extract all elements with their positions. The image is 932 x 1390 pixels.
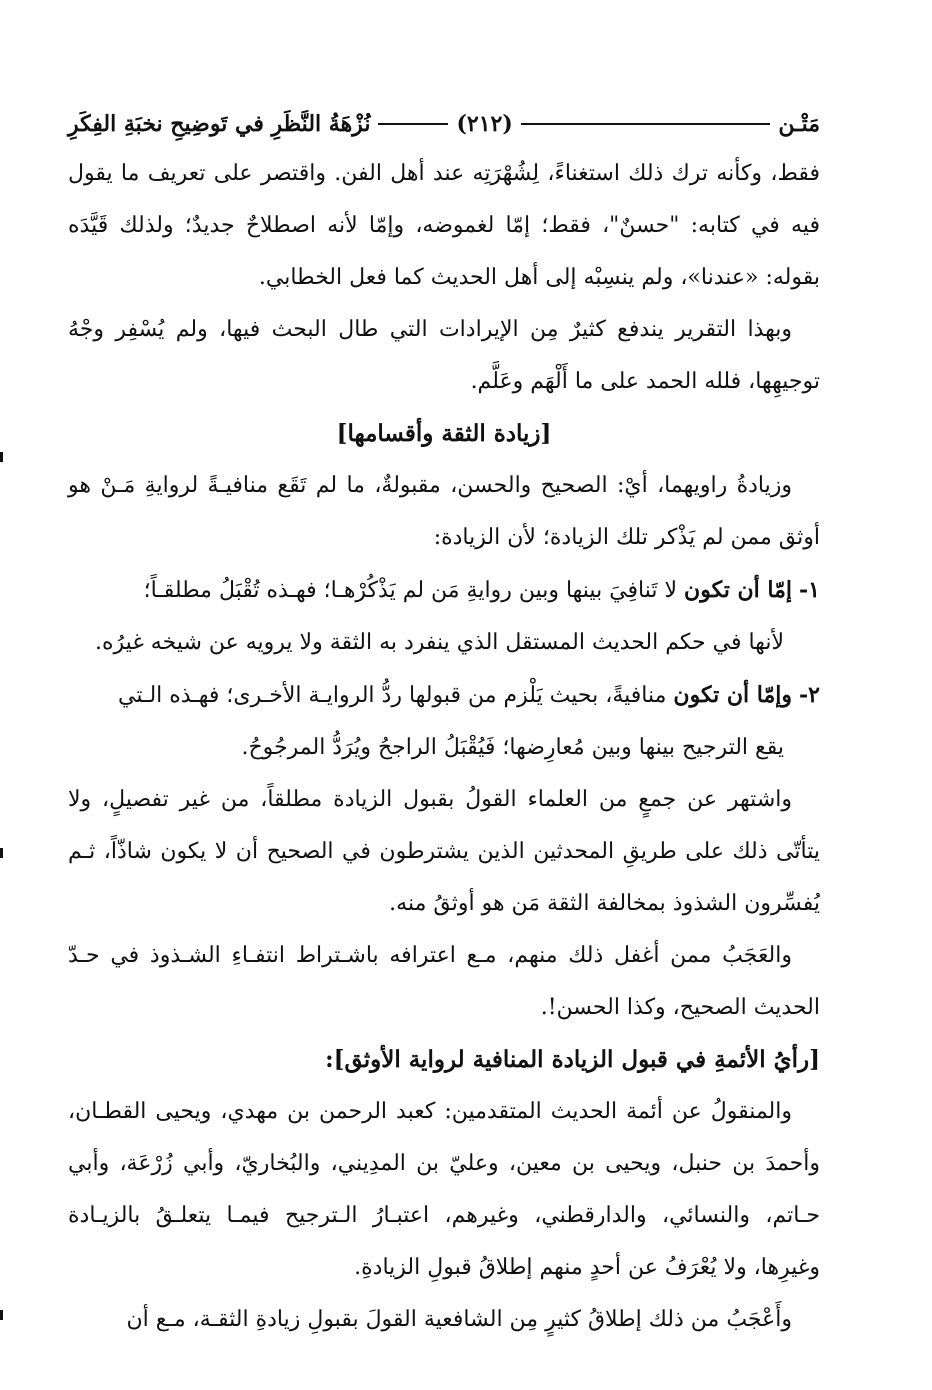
page-header: [68, 100, 820, 148]
item-1-text: لا تَنافِيَ بينها وبين روايةِ مَن لم يَذْكُرْهـا؛ فهـذه تُقْبَلُ مطلقـاً؛: [143, 578, 678, 603]
paragraph-5: والعَجَبُ ممن أغفل ذلك منهم، مـع اعترافه باشـتراط انتفـاءِ الشـذوذ في حـدّ الحديث الصحيح، وكذا الحسن!.: [68, 943, 820, 1020]
margin-mark-top: [0, 452, 3, 462]
item-1-continuation: لأنها في حكم الحديث المستقل الذي ينفرد به الثقة ولا يرويه عن شيخه غيرُه.: [95, 630, 784, 655]
item-1-lead: إمّا أن تكون: [684, 577, 793, 603]
margin-mark-bottom: [0, 1310, 3, 1320]
header-rule-left: [378, 123, 448, 125]
item-2-number: ٢-: [799, 682, 820, 708]
paragraph-1: فقط، وكأنه ترك ذلك استغناءً، لِشُهْرَتِه عند أهل الفن. واقتصر على تعريف ما يقول فيه في كتابه: "حسنٌ"، فقط؛ إمّا لغموضه، وإمّا لأنه اصطلاحٌ جديدٌ؛ ولذلك قَيَّدَه بقوله: «عندنا»، ولم ينسِبْه إلى أهل الحديث كما فعل الخطابي.: [68, 161, 820, 290]
list-item-2: [68, 669, 820, 774]
paragraph-6: والمنقولُ عن أئمة الحديث المتقدمين: كعبد الرحمن بن مهدي، ويحيى القطـان، وأحمدَ بن حنبل، ويحيى بن معين، وعليّ بن المدِيني، والبُخاريّ، وأبي زُرْعَة، وأبي حـاتم، والنسائي، والدارقطني، وغيرهم، اعتبـارُ الـترجيح فيمـا يتعلـقُ بالزيـادة وغيرِها، ولا يُعْرَفُ عن أحدٍ منهم إطلاقُ قبولِ الزيادةِ.: [68, 1099, 820, 1280]
header-section-label: مَتْـن: [778, 111, 820, 137]
header-rule-right: [521, 123, 771, 125]
section-heading-imams: [رأيُ الأئمةِ في قبول الزيادة المنافية لرواية الأوثق]:: [325, 1046, 820, 1073]
paragraph-2: وبهذا التقرير يندفع كثيرٌ مِن الإيرادات التي طال البحث فيها، ولم يُسْفِر وجْهُ توجيهِها، فلله الحمد على ما أَلْهَم وعَلَّم.: [68, 317, 820, 394]
paragraph-3: وزيادةُ راويهما، أيْ: الصحيح والحسن، مقبولةٌ، ما لم تَقَع منافيـةً لروايةِ مَـنْ هو أوثق ممن لم يَذْكر تلك الزيادة؛ لأن الزيادة:: [68, 473, 820, 550]
book-page: [68, 100, 820, 1346]
item-2-continuation: يقع الترجيح بينها وبين مُعارِضها؛ فَيُقْبَلُ الراجحُ ويُرَدُّ المرجُوحُ.: [241, 735, 784, 760]
book-title: نُزْهَةُ النَّظَرِ في تَوضِيحِ نخبَةِ الفِكَرِ: [68, 111, 371, 137]
section-heading-additions: [زيادة الثقة وأقسامها]: [336, 420, 552, 447]
page-number: (٢١٢): [456, 111, 513, 137]
margin-mark-middle: [0, 848, 3, 858]
paragraph-4: واشتهر عن جمعٍ من العلماء القولُ بقبول الزيادة مطلقاً، من غير تفصيلٍ، ولا يتأتّى ذلك على طريقِ المحدثين الذين يشترطون في الصحيح أن لا يكون شاذّاً، ثـم يُفسِّرون الشذوذ بمخالفة الثقة مَن هو أوثقُ منه.: [68, 787, 820, 916]
item-2-lead: وإمّا أن تكون: [673, 682, 793, 708]
list-item-1: [68, 564, 820, 669]
item-1-number: ١-: [799, 577, 820, 603]
paragraph-7: وأَعْجَبُ من ذلك إطلاقُ كثيرٍ مِن الشافعية القولَ بقبولِ زيادةِ الثقـة، مـع أن: [126, 1307, 792, 1332]
item-2-text: منافيةً، بحيث يَلْزم من قبولها ردُّ الروايـة الأخـرى؛ فهـذه الـتي: [118, 683, 667, 708]
